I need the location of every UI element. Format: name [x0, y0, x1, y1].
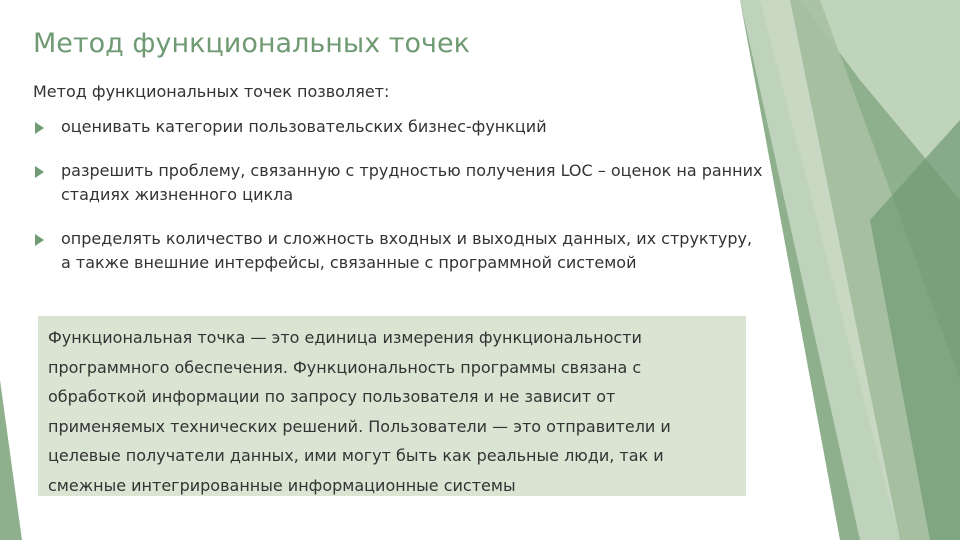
triangle-right-icon — [35, 166, 44, 178]
bullet-text: оценивать категории пользовательских бизнес-функций — [61, 117, 547, 136]
bullet-item — [33, 115, 763, 139]
intro-text: Метод функциональных точек позволяет: — [33, 82, 390, 101]
decor-left-wedge — [0, 380, 22, 540]
bullet-text: разрешить проблему, связанную с трудностью получения LOC – оценок на ранних стадиях жизненного цикла — [61, 161, 763, 204]
definition-text: Функциональная точка — это единица измерения функциональности программного обеспечения. Функциональность программы связана с обработкой информации по запросу пользователя и не зависит от применяемых технических решений. Пользователи — это отправители и целевые получатели данных, ими могут быть как реальные люди, так и смежные интегрированные информационные системы — [48, 328, 671, 495]
slide-title: Метод функциональных точек — [33, 28, 470, 59]
bullet-text: определять количество и сложность входных и выходных данных, их структуру, а также внешние интерфейсы, связанные с программной системой — [61, 229, 753, 272]
bullet-list — [33, 115, 763, 295]
definition-box — [38, 316, 746, 496]
triangle-right-icon — [35, 122, 44, 134]
triangle-right-icon — [35, 234, 44, 246]
bullet-item — [33, 227, 763, 275]
bullet-item — [33, 159, 763, 207]
